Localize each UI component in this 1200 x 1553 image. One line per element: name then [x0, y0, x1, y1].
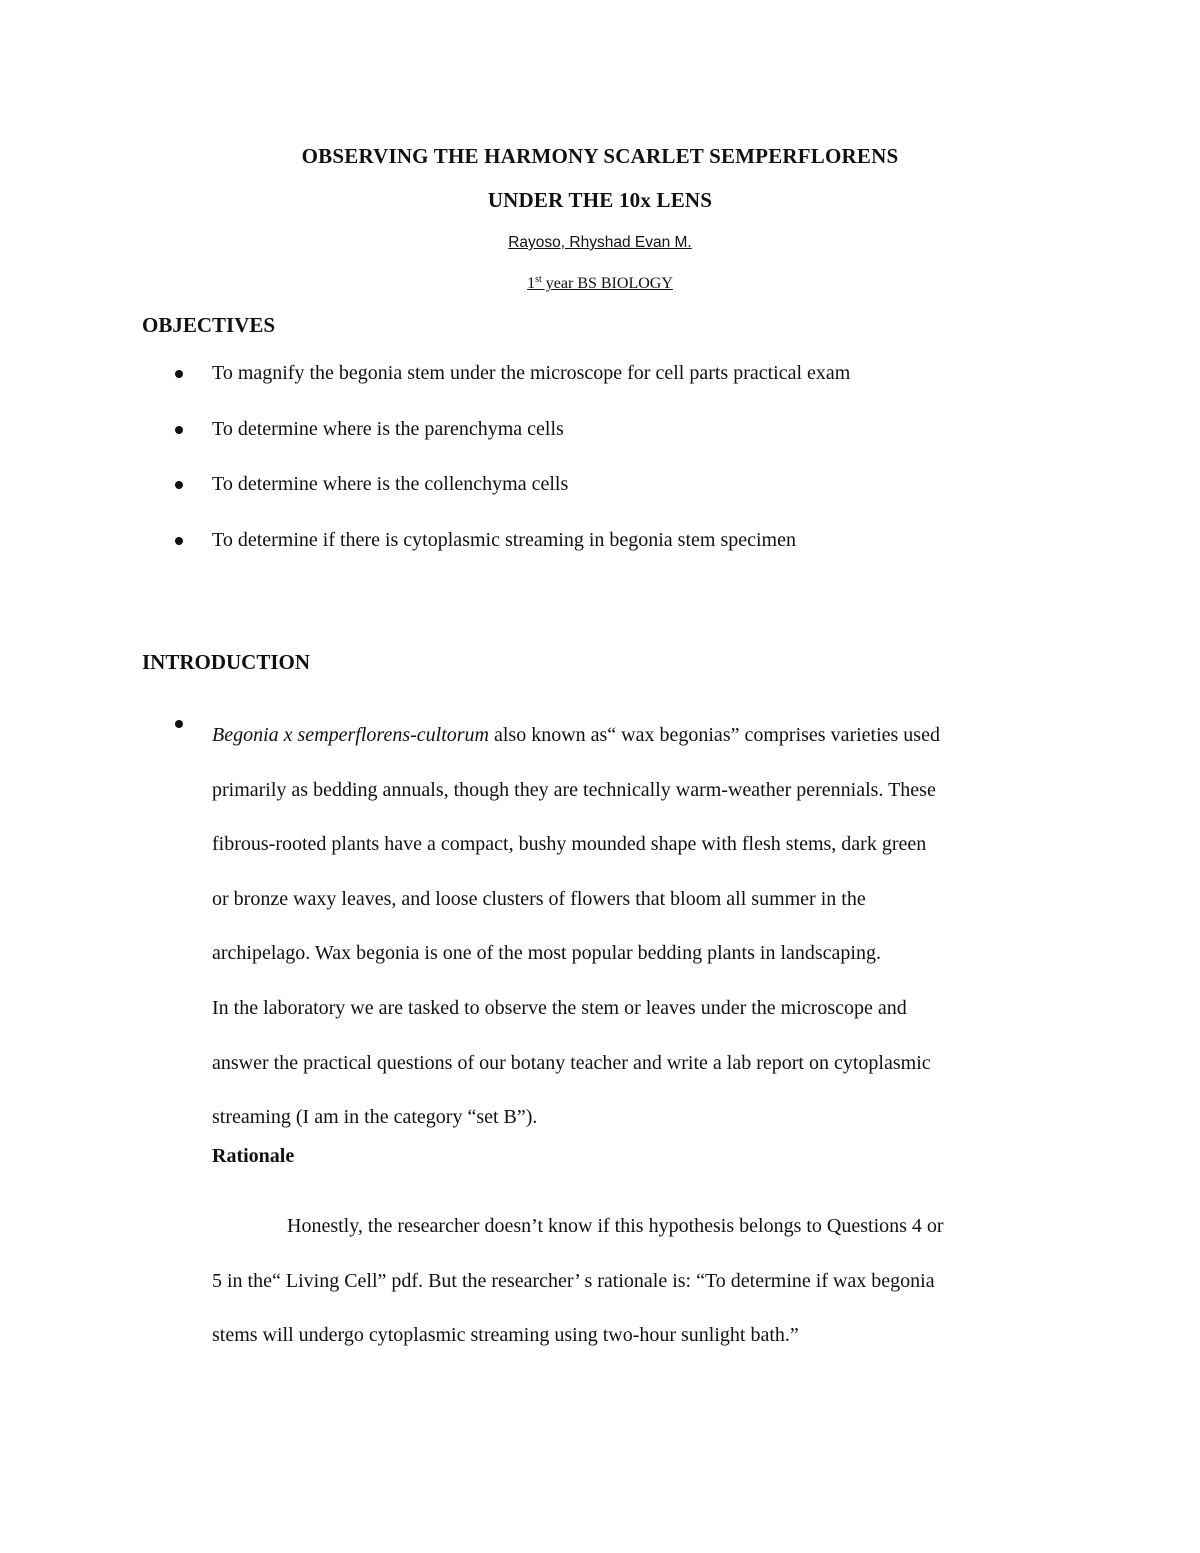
paragraph-line: Honestly, the researcher doesn’t know if this hypothesis belongs to Questions 4 or — [287, 1215, 944, 1237]
year-number: 1 — [527, 275, 536, 292]
document-title: OBSERVING THE HARMONY SCARLET SEMPERFLORENS — [301, 144, 899, 168]
species-name: Begonia x semperflorens-cultorum — [212, 724, 489, 746]
introduction-heading: INTRODUCTION — [142, 650, 311, 674]
rationale-heading: Rationale — [212, 1145, 295, 1167]
objectives-heading: OBJECTIVES — [142, 313, 276, 337]
paragraph-line — [212, 708, 1072, 763]
paragraph-line: fibrous-rooted plants have a compact, bushy mounded shape with flesh stems, dark green — [212, 833, 927, 856]
paragraph-line: archipelago. Wax begonia is one of the most popular bedding plants in landscaping. — [212, 942, 881, 965]
bullet-icon — [175, 720, 183, 728]
paragraph-line: stems will undergo cytoplasmic streaming using two-hour sunlight bath.” — [212, 1324, 799, 1347]
objective-text: To determine where is the parenchyma cells — [212, 417, 564, 440]
paragraph-line: answer the practical questions of our botany teacher and write a lab report on cytoplasmic — [212, 1051, 931, 1074]
rationale-paragraph — [212, 1199, 1072, 1363]
paragraph-line: or bronze waxy leaves, and loose clusters of flowers that bloom all summer in the — [212, 887, 866, 910]
year-suffix: st — [535, 274, 542, 285]
objective-text: To determine if there is cytoplasmic streaming in begonia stem specimen — [212, 528, 796, 551]
paragraph-line: primarily as bedding annuals, though they are technically warm-weather perennials. These — [212, 778, 936, 801]
author-name: Rayoso, Rhyshad Evan M. — [508, 234, 692, 251]
paragraph-line: 5 in the“ Living Cell” pdf. But the researcher’ s rationale is: “To determine if wax begonia — [212, 1269, 935, 1292]
paragraph-line: streaming (I am in the category “set B”). — [212, 1106, 538, 1129]
author-year — [0, 275, 1200, 293]
document-subtitle: UNDER THE 10x LENS — [487, 188, 713, 212]
year-course: year BS BIOLOGY — [541, 275, 673, 292]
paragraph-line-text: also known as“ wax begonias” comprises varieties used — [488, 724, 940, 746]
objective-text: To magnify the begonia stem under the microscope for cell parts practical exam — [212, 362, 851, 384]
bullet-icon — [175, 481, 183, 489]
bullet-icon — [175, 537, 183, 545]
bullet-icon — [175, 426, 183, 434]
paragraph-line: In the laboratory we are tasked to observe the stem or leaves under the microscope and — [212, 996, 907, 1019]
introduction-paragraph — [212, 708, 1072, 1145]
objective-text: To determine where is the collenchyma cells — [212, 473, 569, 495]
bullet-icon — [175, 370, 183, 378]
